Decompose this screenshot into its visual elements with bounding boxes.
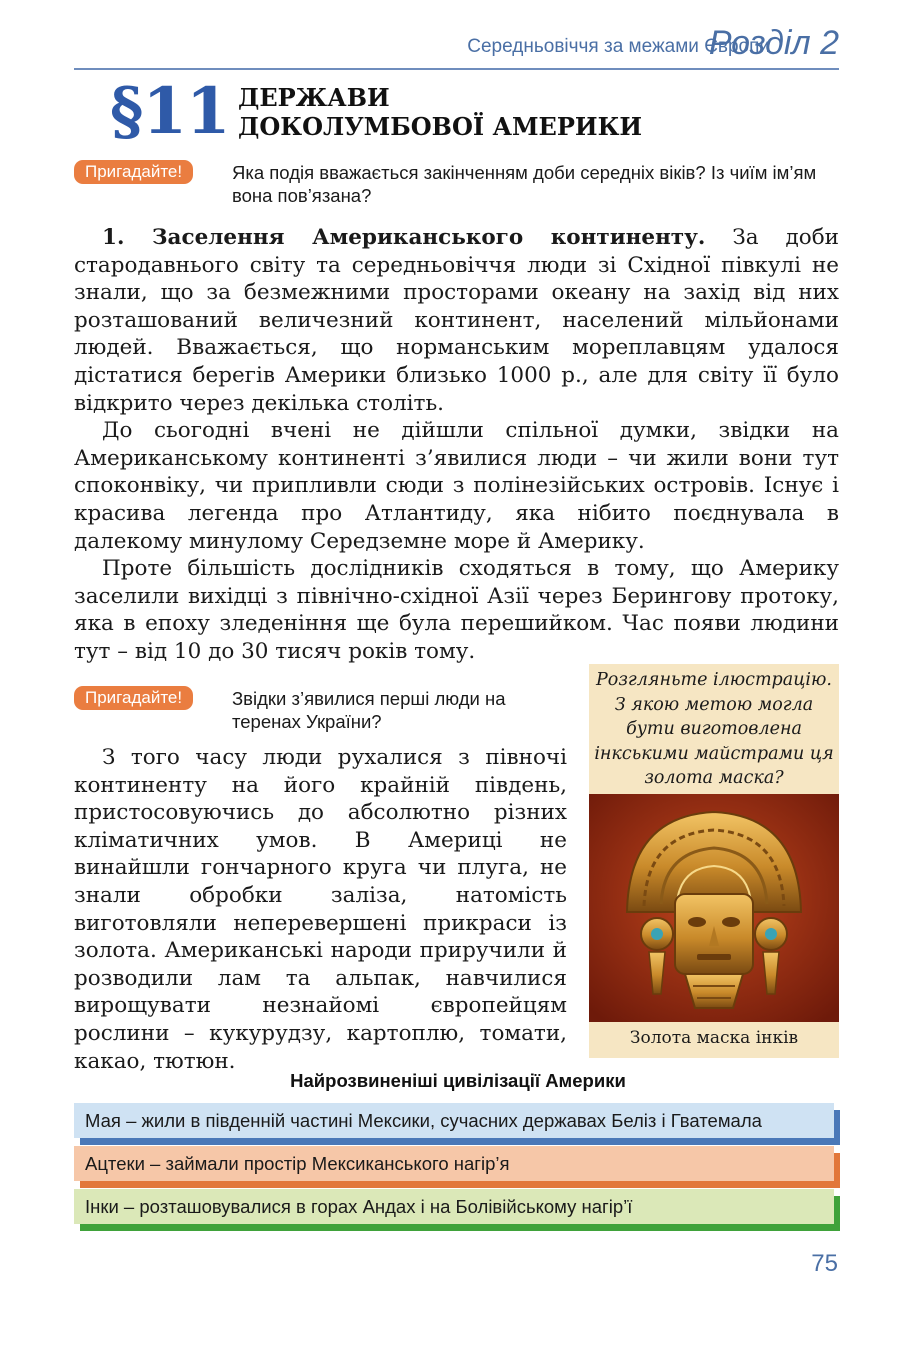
recall-question: Яка подія вважається закінченням доби середніх віків? Із чиїм ім’ям вона пов’язана? (232, 162, 817, 206)
paragraph-4: З того часу люди рухалися з півночі континенту на його крайній південь, пристосовуючись до абсолютно різних кліматичних умов. В Америці не винайшли гончарного круга чи плуга, не знали обробки заліза, натомість виготовляли неперевершені прикраси із золота. Американські народи приручили й розводили лам та альпак, навчилися вирощувати незнайомі європейцям рослини – кукурудзу, картоплю, томати, какао, тютюн. (74, 745, 567, 1074)
golden-mask-image (589, 794, 839, 1022)
paragraph-3: Проте більшість дослідників сходяться в тому, що Америку заселили вихідці з північно-східної Азії через Берингову протоку, яка в епоху зледеніння ще була перешийком. Час появи людини тут – від 10 до 30 тисяч років тому. (74, 556, 839, 664)
paragraph-1 (74, 224, 839, 417)
running-header-section: Розділ 2 (708, 24, 839, 62)
civ-item-incas: Інки – розташовувалися в горах Андах і на Болівійському нагір’ї (74, 1189, 834, 1224)
illustration-box (589, 664, 839, 1058)
section-1-text (74, 224, 839, 666)
recall-badge: Пригадайте! (74, 160, 193, 184)
section-1-heading: 1. Заселення Американського континенту. (102, 225, 706, 250)
lesson-title (238, 83, 642, 141)
illustration-caption: Золота маска інків (629, 1028, 799, 1048)
civilizations-heading: Найрозвиненіші цивілізації Америки (290, 1070, 626, 1091)
lesson-title-line2: ДОКОЛУМБОВОЇ АМЕРИКИ (238, 112, 643, 141)
illustration-question: Розгляньте ілюстрацію. З якою метою могла бути виготовлена інкськими майстрами ця золота маска? (594, 670, 834, 788)
running-header-subtitle: Середньовіччя за межами Європи (467, 36, 770, 57)
page-number: 75 (811, 1250, 838, 1277)
paragraph-1-text: За доби стародавнього світу та середньовіччя люди зі Східної півкулі не знали, що за безмежними просторами океану на захід від них розташований величезний континент, населений мільйонами людей. Вважається, що норманським мореплавцям удалося дістатися берегів Америки близько 1000 р., але для світу її було відкрито через декілька століть. (74, 225, 839, 416)
golden-mask-illustration (589, 794, 839, 1022)
lesson-number: §11 (110, 74, 230, 149)
paragraph-4-block (74, 744, 567, 1075)
paragraph-2: До сьогодні вчені не дійшли спільної думки, звідки на Американському континенті з’явилися люди – чи жили вони тут споконвіку, чи припливли сюди з полінезійських островів. Існує і красива легенда про Атлантиду, яка нібито поєднувала в далекому минулому Середземне море й Америку. (74, 418, 839, 554)
lesson-title-line1: ДЕРЖАВИ (238, 83, 390, 112)
civ-item-aztecs: Ацтеки – займали простір Мексиканського нагір’я (74, 1146, 834, 1181)
recall-question-2: Звідки з’явилися перші люди на теренах України? (232, 688, 506, 732)
civ-item-maya: Мая – жили в південній частині Мексики, сучасних державах Беліз і Гватемала (74, 1103, 834, 1138)
header-divider (74, 68, 839, 70)
recall-badge-2: Пригадайте! (74, 686, 193, 710)
